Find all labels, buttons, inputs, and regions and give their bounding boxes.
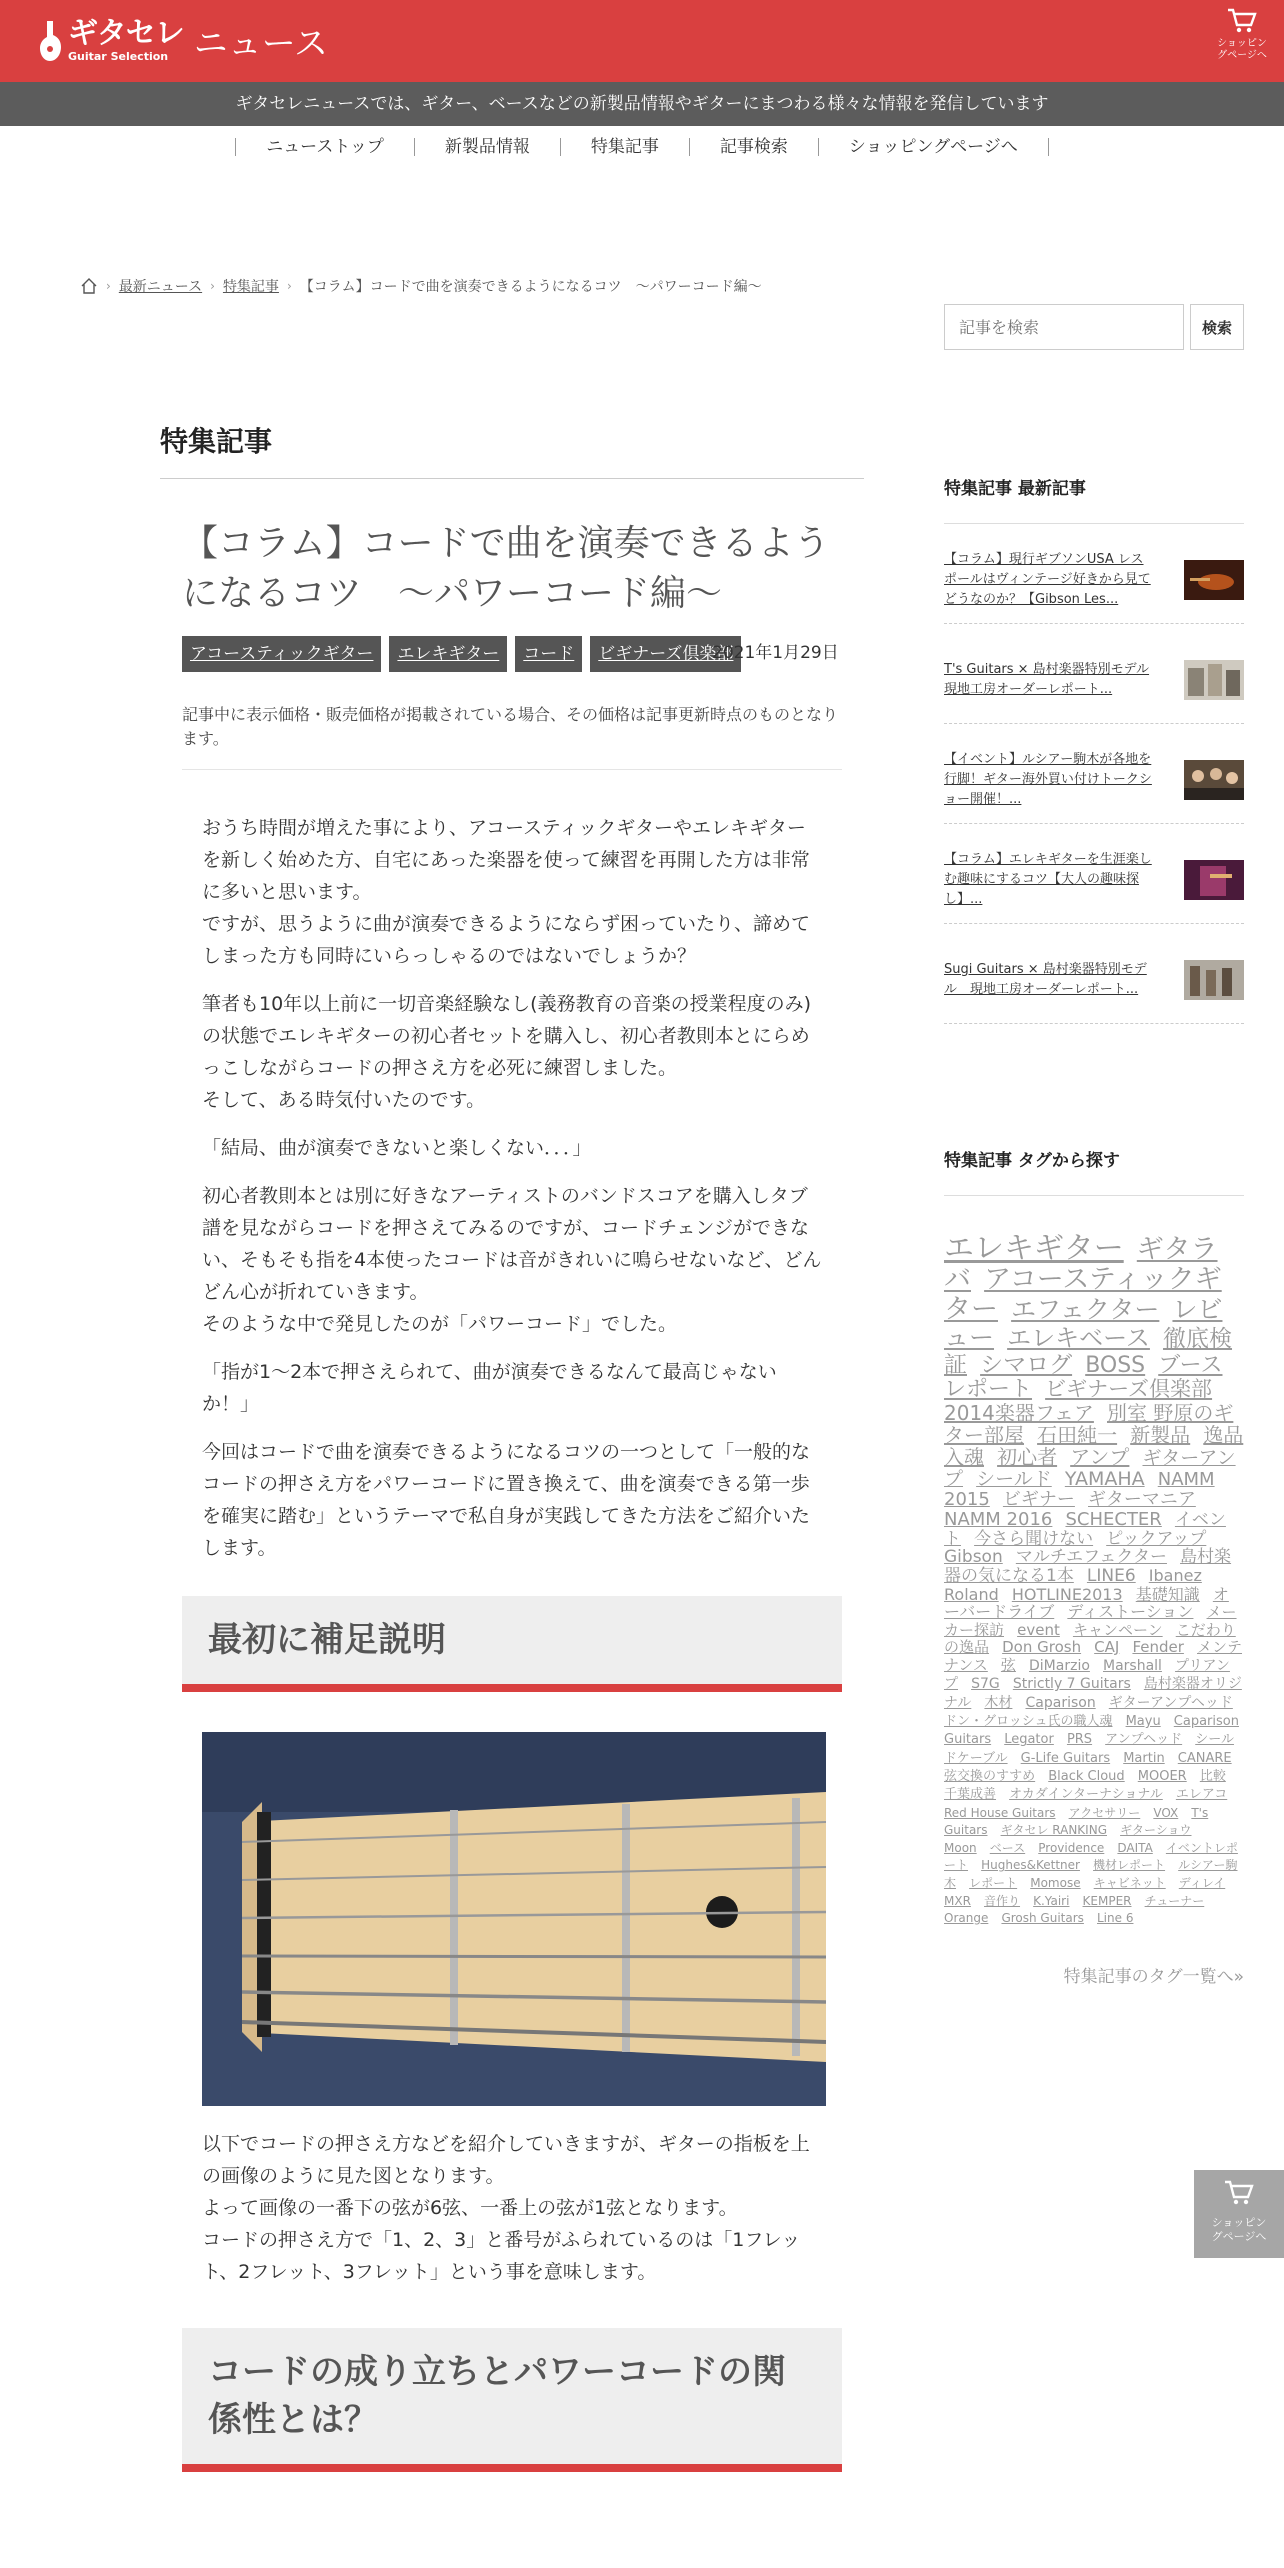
tag-cloud-item[interactable]: プリアンプ	[944, 1657, 1230, 1693]
article-thumbnail[interactable]	[1184, 560, 1244, 600]
tag-cloud-item[interactable]: MXR	[944, 1893, 971, 1908]
paragraph: 「結局、曲が演奏できないと楽しくない．．．」	[202, 1137, 592, 1159]
tag-cloud-item[interactable]: シマログ	[980, 1351, 1073, 1378]
cart-label-line2: グページへ	[1217, 50, 1267, 61]
heading-chord-structure: コードの成り立ちとパワーコードの関係性とは？	[182, 2328, 842, 2472]
tag-chord[interactable]: コード	[515, 636, 582, 672]
recent-articles	[944, 474, 1244, 1024]
logo-wordmark: ギタセレ	[68, 16, 184, 51]
tag-beginners-club[interactable]: ビギナーズ倶楽部	[590, 636, 741, 672]
recent-article[interactable]	[944, 924, 1244, 1024]
tag-cloud-item[interactable]: KEMPER	[1082, 1893, 1132, 1908]
tag-cloud-item[interactable]: 今さら聞けない	[974, 1528, 1094, 1549]
tag-cloud-item[interactable]: Marshall	[1103, 1657, 1162, 1674]
chevron-right-icon: ›	[286, 279, 292, 293]
tag-cloud-item[interactable]: Gibson	[944, 1547, 1003, 1568]
paragraph: 以下でコードの押さえ方などを紹介していきますが、ギターの指板を上の画像のように見た図となります。 よって画像の一番下の弦が6弦、一番上の弦が1弦となります。 コードの押さえ方で「1、2、3」と番号がふられているのは「1フレット、2フレット、3フレット」という事を意味します。	[202, 2133, 810, 2283]
tag-cloud-item[interactable]: レビュー	[944, 1294, 1223, 1353]
tag-cloud-item[interactable]: Mayu	[1125, 1714, 1161, 1730]
article-thumbnail[interactable]	[1184, 860, 1244, 900]
tag-cloud-item[interactable]: Martin	[1123, 1750, 1165, 1766]
tag-cloud-item[interactable]: Caparison Guitars	[944, 1714, 1239, 1748]
tag-cloud-item[interactable]: 徹底検証	[944, 1326, 1233, 1378]
guitar-logo-icon	[38, 19, 64, 63]
section-title: 特集記事	[160, 420, 864, 479]
site-logo[interactable]	[38, 16, 328, 65]
tag-cloud-item[interactable]: 弦	[1000, 1655, 1016, 1674]
article-body-2	[202, 2128, 822, 2288]
paragraph: 筆者も10年以上前に一切音楽経験なし(義務教育の音楽の授業程度のみ)の状態でエレキギターの初心者セットを購入し、初心者教則本とにらめっこしながらコードの押さえ方を必死に練習しました。 そして、ある時気付いたのです。	[202, 993, 812, 1111]
home-icon[interactable]	[80, 277, 98, 295]
tag-cloud-item[interactable]: Hughes&Kettner	[981, 1858, 1080, 1873]
tag-cloud	[944, 1232, 1244, 1926]
article-body	[202, 812, 822, 1564]
tag-cloud-item[interactable]: 新製品	[1130, 1423, 1191, 1448]
article-tags	[182, 635, 842, 673]
tag-cloud-item[interactable]: ルシアー駒木	[944, 1858, 1238, 1890]
tag-cloud-item[interactable]: Strictly 7 Guitars	[1012, 1676, 1131, 1693]
tag-cloud-item[interactable]: ブースレポート	[944, 1352, 1223, 1402]
post-date: 2021年1月29日	[712, 643, 839, 663]
recent-article-title[interactable]: 【イベント】ルシアー駒木が各地を行脚！ギター海外買い付けトークショー開催！...	[944, 751, 1152, 807]
tag-cloud-item[interactable]: エレアコ	[1175, 1787, 1228, 1803]
recent-article[interactable]	[944, 824, 1244, 924]
tag-cloud-item[interactable]: event	[1017, 1620, 1060, 1639]
tag-cloud-item[interactable]: メーカー探訪	[944, 1603, 1237, 1639]
tag-cloud-item[interactable]: キャンペーン	[1072, 1620, 1163, 1639]
site-header	[0, 0, 1284, 82]
breadcrumb-features[interactable]: 特集記事	[222, 279, 279, 295]
recent-article-title[interactable]: T's Guitars × 島村楽器特別モデル 現地工房オーダーレポート...	[944, 661, 1150, 697]
tag-cloud-item[interactable]: G-Life Guitars	[1020, 1750, 1111, 1766]
tag-cloud-item[interactable]: エレキギター	[944, 1231, 1124, 1266]
cart-icon	[1227, 19, 1257, 38]
tag-cloud-item[interactable]: 基礎知識	[1135, 1584, 1200, 1604]
tag-cloud-item[interactable]: 木材	[984, 1694, 1013, 1711]
article-thumbnail[interactable]	[1184, 960, 1244, 1000]
nav-shopping-page[interactable]: ショッピングページへ	[818, 138, 1049, 156]
tag-cloud-item[interactable]: CAJ	[1094, 1638, 1120, 1657]
floating-cart-label: ショッピン グページへ	[1211, 2216, 1267, 2243]
cart-label-line1: ショッピン	[1217, 38, 1267, 49]
tag-cloud-item[interactable]: イベント	[944, 1509, 1226, 1549]
nav-new-products[interactable]: 新製品情報	[414, 138, 560, 156]
tag-cloud-item[interactable]: ギターマニア	[1088, 1488, 1196, 1510]
tag-cloud-item[interactable]: DiMarzio	[1029, 1657, 1090, 1674]
sidebar	[944, 304, 1244, 1987]
tag-electric-guitar[interactable]: エレキギター	[389, 636, 507, 672]
main-content	[160, 420, 864, 2472]
tag-cloud-item[interactable]: アンプ	[1070, 1445, 1130, 1470]
tag-cloud-item[interactable]: オカダインターナショナル	[1009, 1787, 1163, 1803]
tag-cloud-item[interactable]: アコースティックギター	[944, 1264, 1222, 1325]
search-form	[944, 304, 1244, 350]
tag-cloud-item[interactable]: MOOER	[1137, 1769, 1187, 1785]
search-button[interactable]: 検索	[1190, 304, 1244, 350]
tag-cloud-item[interactable]: 比較	[1199, 1769, 1226, 1785]
nav-news-top[interactable]: ニューストップ	[235, 138, 414, 156]
tag-cloud-item[interactable]: 2014楽器フェア	[944, 1401, 1094, 1426]
tag-cloud-item[interactable]: VOX	[1153, 1805, 1179, 1820]
tag-cloud-item[interactable]: 島村楽器オリジナル	[944, 1676, 1242, 1711]
tag-acoustic-guitar[interactable]: アコースティックギター	[182, 636, 381, 672]
recent-article-title[interactable]: 【コラム】現行ギブソンUSA レスポールはヴィンテージ好きから見てどうなのか？【Gibson Les...	[944, 551, 1151, 607]
tag-cloud-item[interactable]: ギターアンプ	[944, 1447, 1236, 1491]
tag-cloud-item[interactable]: 石田純一	[1037, 1423, 1118, 1448]
recent-heading: 特集記事 最新記事	[944, 474, 1244, 524]
tag-cloud-item[interactable]: Orange	[944, 1911, 989, 1926]
tag-cloud-item[interactable]: T's Guitars	[944, 1805, 1209, 1838]
tag-cloud-item[interactable]: K.Yairi	[1033, 1893, 1070, 1908]
tag-cloud-item[interactable]: DAITA	[1117, 1840, 1153, 1855]
tag-cloud-item[interactable]: チューナー	[1144, 1893, 1205, 1908]
tag-cloud-item[interactable]: CANARE	[1177, 1750, 1232, 1766]
tag-cloud-item[interactable]: Fender	[1132, 1638, 1184, 1657]
tag-cloud-item[interactable]: シールドケーブル	[944, 1732, 1234, 1766]
tag-cloud-item[interactable]: Don Grosh	[1002, 1638, 1082, 1657]
tag-cloud-item[interactable]: ギタラバ	[944, 1234, 1218, 1295]
logo-subtitle: Guitar Selection	[68, 50, 169, 63]
tag-cloud-item[interactable]: エレキベース	[1007, 1324, 1150, 1353]
tag-cloud-item[interactable]: Providence	[1038, 1840, 1105, 1855]
tag-cloud-item[interactable]: イベントレポート	[944, 1840, 1238, 1873]
breadcrumb-current: 【コラム】コードで曲を演奏できるようになるコツ ～パワーコード編～	[299, 279, 762, 295]
tag-cloud-item[interactable]: 島村楽器の気になる1本	[944, 1547, 1232, 1586]
recent-article-title[interactable]: Sugi Guitars × 島村楽器特別モデル 現地工房オーダーレポート...	[944, 961, 1147, 997]
chevron-right-icon: ›	[210, 279, 215, 293]
tag-cloud-item[interactable]: シールド	[976, 1468, 1052, 1491]
tag-cloud-item[interactable]: こだわりの逸品	[944, 1620, 1236, 1657]
paragraph: 「指が1～2本で押さえられて、曲が演奏できるなんて最高じゃないか！」	[202, 1361, 777, 1415]
paragraph: 初心者教則本とは別に好きなアーティストのバンドスコアを購入しタブ譜を見ながらコードを押さえてみるのですが、コードチェンジができない、そもそも指を4本使ったコードは音がきれいに鳴らせないなど、どんどん心が折れていきます。 そのような中で発見したのが「パワーコード」でした。	[202, 1185, 822, 1335]
tag-cloud-item[interactable]: 別室 野原のギター部屋	[944, 1401, 1234, 1448]
tag-cloud-item[interactable]: S7G	[971, 1676, 1000, 1693]
paragraph: おうち時間が増えた事により、アコースティックギターやエレキギターを新しく始めた方、自宅にあった楽器を使って練習を再開した方は非常に多いと思います。 ですが、思うように曲が演奏できるようにならず困っていたり、諦めてしまった方も同時にいらっしゃるのではないでしょうか？	[202, 817, 811, 967]
site-section-name: ニュース	[193, 24, 329, 64]
fretboard-image	[202, 1732, 826, 2106]
tag-cloud-item[interactable]: ギターショウ	[1120, 1823, 1192, 1838]
tag-cloud-item[interactable]: マルチエフェクター	[1015, 1547, 1167, 1568]
tag-cloud-item[interactable]: NAMM 2016	[944, 1508, 1053, 1530]
heading-supplement: 最初に補足説明	[182, 1596, 842, 1692]
breadcrumb	[80, 276, 762, 296]
tag-cloud-item[interactable]: 機材レポート	[1093, 1858, 1166, 1873]
tag-cloud-item[interactable]: ディストーション	[1067, 1602, 1194, 1622]
more-tags-link[interactable]: 特集記事のタグ一覧へ»	[1063, 1966, 1244, 1987]
tag-cloud-item[interactable]: LINE6	[1086, 1565, 1136, 1586]
tag-cloud-item[interactable]: Roland	[944, 1584, 999, 1604]
price-note: 記事中に表示価格・販売価格が掲載されている場合、その価格は記事更新時点のものとなります。	[182, 703, 842, 770]
tag-cloud-item[interactable]: BOSS	[1085, 1352, 1146, 1378]
tag-cloud-item[interactable]: ギタセレ RANKING	[1000, 1823, 1107, 1838]
tag-cloud-item[interactable]: SCHECTER	[1065, 1508, 1162, 1530]
tag-cloud-item[interactable]: ビギナーズ倶楽部	[1045, 1376, 1213, 1401]
tag-cloud-item[interactable]: ギターアンプヘッド	[1108, 1694, 1233, 1711]
global-nav	[0, 126, 1284, 168]
article-thumbnail[interactable]	[1184, 660, 1244, 700]
recent-article[interactable]	[944, 724, 1244, 824]
tags-heading: 特集記事 タグから探す	[944, 1146, 1244, 1196]
tag-cloud-item[interactable]: Moon	[944, 1840, 977, 1855]
tag-cloud-item[interactable]: 千葉成善	[944, 1787, 997, 1803]
tag-cloud-item[interactable]: Legator	[1004, 1732, 1054, 1748]
tag-cloud-item[interactable]: Red House Guitars	[944, 1805, 1056, 1820]
tag-cloud-item[interactable]: Ibanez	[1148, 1565, 1202, 1585]
chevron-right-icon: ›	[106, 279, 111, 293]
tag-search	[944, 1146, 1244, 1987]
tag-cloud-item[interactable]: 逸品入魂	[944, 1423, 1244, 1470]
shopping-page-link[interactable]	[1212, 8, 1272, 62]
tag-cloud-item[interactable]: アクセサリー	[1068, 1805, 1141, 1820]
tag-cloud-item[interactable]: ドン・グロッシュ氏の職人魂	[944, 1714, 1113, 1730]
tag-cloud-item[interactable]: ディレイ	[1178, 1876, 1226, 1890]
recent-article[interactable]	[944, 624, 1244, 724]
tag-cloud-item[interactable]: Line 6	[1097, 1911, 1134, 1926]
tag-cloud-item[interactable]: エフェクター	[1011, 1294, 1160, 1324]
search-input[interactable]	[944, 304, 1184, 350]
site-tagline: ギタセレニュースでは、ギター、ベースなどの新製品情報やギターにまつわる様々な情報を発信しています	[0, 82, 1284, 126]
tag-cloud-item[interactable]: キャビネット	[1093, 1876, 1166, 1890]
cart-icon	[1224, 2191, 1254, 2210]
tag-cloud-item[interactable]: NAMM 2015	[944, 1469, 1215, 1510]
article-title: 【コラム】コードで曲を演奏できるようになるコツ ～パワーコード編～	[182, 523, 830, 614]
tag-cloud-item[interactable]: 音作り	[984, 1893, 1021, 1908]
tag-cloud-item[interactable]: オーバードライブ	[944, 1584, 1229, 1622]
tag-cloud-item[interactable]: PRS	[1066, 1732, 1093, 1748]
nav-features[interactable]: 特集記事	[560, 138, 689, 156]
paragraph: 今回はコードで曲を演奏できるようになるコツの一つとして「一般的なコードの押さえ方をパワーコードに置き換えて、曲を演奏できる第一歩を確実に踏む」というテーマで私自身が実践してきた方法をご紹介いたします。	[202, 1441, 811, 1559]
tag-cloud-item[interactable]: ベース	[989, 1840, 1026, 1855]
tag-cloud-item[interactable]: YAMAHA	[1064, 1468, 1145, 1491]
tag-cloud-item[interactable]: メンテナンス	[944, 1638, 1243, 1674]
tag-cloud-item[interactable]: Grosh Guitars	[1001, 1911, 1084, 1926]
tag-cloud-item[interactable]: Caparison	[1025, 1694, 1096, 1711]
article-thumbnail[interactable]	[1184, 760, 1244, 800]
tag-cloud-item[interactable]: ビギナー	[1002, 1488, 1075, 1510]
tag-cloud-item[interactable]: 初心者	[997, 1445, 1058, 1470]
tag-cloud-item[interactable]: HOTLINE2013	[1011, 1584, 1123, 1604]
tag-cloud-item[interactable]: Black Cloud	[1048, 1769, 1125, 1785]
recent-article[interactable]	[944, 524, 1244, 624]
tag-cloud-item[interactable]: 弦交換のすすめ	[944, 1769, 1036, 1785]
tag-cloud-item[interactable]: レポート	[969, 1876, 1018, 1890]
tag-cloud-item[interactable]: Momose	[1030, 1876, 1081, 1890]
article	[182, 519, 842, 2472]
tag-cloud-item[interactable]: アンプヘッド	[1105, 1732, 1183, 1748]
floating-shopping-button[interactable]	[1194, 2170, 1284, 2258]
recent-article-title[interactable]: 【コラム】エレキギターを生涯楽しむ趣味にするコツ【大人の趣味探し】...	[944, 851, 1152, 907]
breadcrumb-latest-news[interactable]: 最新ニュース	[118, 279, 203, 295]
nav-article-search[interactable]: 記事検索	[689, 138, 818, 156]
tag-cloud-item[interactable]: ピックアップ	[1106, 1528, 1207, 1549]
